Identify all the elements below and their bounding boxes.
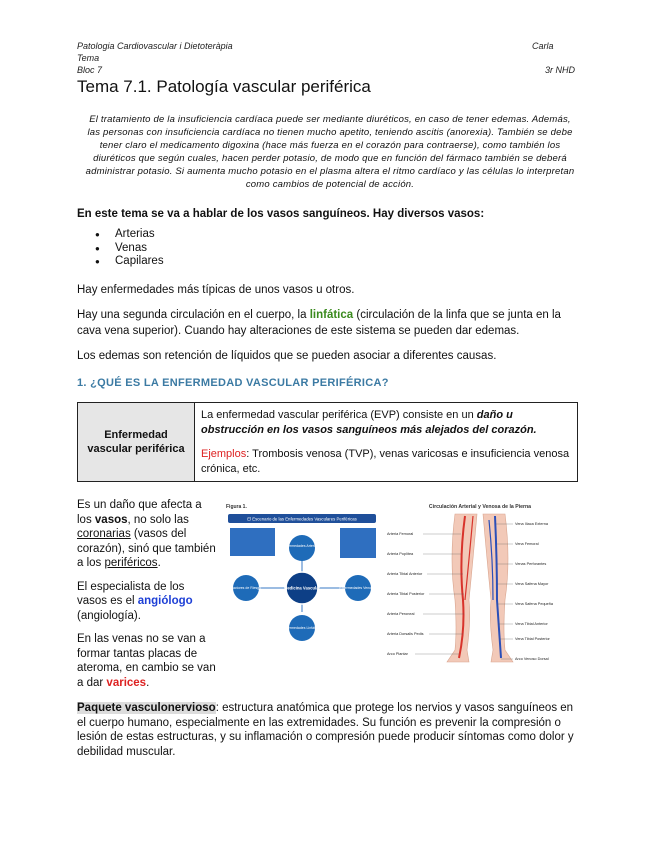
page-title: Tema 7.1. Patología vascular periférica: [77, 77, 371, 96]
paquete-term: Paquete vasculonervioso: [77, 702, 216, 714]
lymphatic-term: linfática: [309, 309, 354, 321]
figure1-label: Figura 1.: [226, 504, 247, 510]
header-author: Carla: [532, 41, 554, 51]
node-venous-label: Enfermedades Venosas: [339, 586, 377, 590]
artery-label: Arteria Femoral: [387, 532, 414, 536]
vein-label: Arco Venoso Dorsal: [515, 657, 549, 661]
text: .: [146, 676, 150, 689]
node-center-label: Medicina Vascular: [283, 585, 321, 591]
figure1-box: [340, 528, 376, 558]
p2-after: (circulación de la linfa que se junta en la cava vena superior). Cuando hay alteraciones de este sistema se pueden dar edemas.: [77, 309, 561, 337]
list-item: ● Arterias: [95, 228, 164, 242]
artery-label: Arteria Poplítea: [387, 552, 414, 556]
perifericos-term: periféricos: [104, 557, 158, 569]
list-item: ● Venas: [95, 242, 164, 256]
text: .: [157, 557, 161, 569]
leg-silhouette-right: [483, 514, 513, 662]
figure2-title: Circulación Arterial y Venosa de la Pierna: [428, 504, 532, 510]
paragraph-2: [77, 307, 577, 339]
vein-label: Vena Safena Mayor: [515, 582, 549, 586]
left-para-1: [77, 498, 217, 571]
text: , no solo las: [127, 513, 189, 526]
intro-paragraph: El tratamiento de la insuficiencia cardíaca puede ser mediante diuréticos, en caso de tener edemas. Además, las personas con insuficiencia cardíaca no tienen mucho apetito, teniendo ascitis (anorexia). También se debe tener claro el medicamento digoxina (hace más fuerza en el corazón para contraerse), como también los diuréticos que según cuales, hacen perder potasio, de modo que en función del fármaco también se deberá administrar potasio. Si aumenta mucho potasio en el plasma altera el ritmo cardíaco y las células lo interpretan como cambios de potencial de acción.: [85, 114, 575, 190]
left-para-3: [77, 632, 217, 690]
lead-paragraph: En este tema se va a hablar de los vasos sanguíneos. Hay diversos vasos:: [77, 208, 485, 220]
vasos-term: vasos: [94, 513, 128, 526]
p2-before: Hay una segunda circulación en el cuerpo, la: [77, 309, 310, 321]
artery-label: Arteria Dorsalis Pedis: [387, 632, 424, 636]
definition-text: La enfermedad vascular periférica (EVP) consiste en un: [201, 409, 477, 421]
node-lymphatic-label: Enfermedades Linfáticas: [282, 626, 322, 630]
header-course: Patologia Cardiovascular i Dietoteràpia: [77, 41, 233, 51]
coronarias-term: coronarias: [77, 528, 131, 540]
definition-emphasis: daño u obstrucción en los vasos sanguíneos más alejados del corazón.: [201, 409, 537, 436]
left-column: [77, 498, 217, 699]
vein-label: Vena Safena Pequeña: [515, 602, 554, 606]
figure1-box: [230, 528, 275, 556]
node-arterial-label: Enfermedades Arteriales: [282, 544, 322, 548]
bottom-paragraph: [77, 701, 577, 759]
examples-text: : Trombosis venosa (TVP), venas varicosas e insuficiencia venosa crónica, etc.: [201, 448, 570, 475]
vascular-disease-diagram: [222, 500, 382, 650]
artery-label: Arteria Peroneal: [387, 612, 415, 616]
header-grade: 3r NHD: [545, 65, 576, 75]
node-arterial: [289, 535, 315, 561]
vessel-list: [95, 228, 164, 269]
paquete-text: : estructura anatómica que protege los nervios y vasos sanguíneos en el cuerpo humano, especialmente en las extremidades. Su función es prevenir la compresión o lesión de estas estructuras, y su inflamación o compresión puede producir síntomas como dolor y debilidad muscular.: [77, 702, 574, 758]
definition-description: [195, 403, 578, 482]
paragraph-3: Los edemas son retención de líquidos que se pueden asociar a diferentes causas.: [77, 350, 497, 362]
text: (angiología).: [77, 609, 141, 622]
text: (vasos del corazón), sinó que también a los: [77, 528, 216, 569]
vein-label: Vena Ilíaca Externa: [515, 522, 548, 526]
vein-label: Vena Tibial Posterior: [515, 637, 550, 641]
vein-label: Vena Femoral: [515, 542, 539, 546]
vein-label: Venas Perforantes: [515, 562, 547, 566]
header-topic: Tema: [77, 53, 100, 63]
text: En las venas no se van a formar tantas placas de ateroma, en cambio se van a dar: [77, 633, 216, 689]
paragraph-1: Hay enfermedades más típicas de unos vasos u otros.: [77, 284, 355, 296]
list-item: ● Capilares: [95, 255, 164, 269]
angiologo-term: angiólogo: [137, 595, 193, 607]
definition-term: Enfermedad vascular periférica: [78, 403, 195, 482]
text: El especialista de los vasos es el: [77, 580, 185, 607]
left-para-2: [77, 580, 217, 624]
header-bloc: Bloc 7: [77, 65, 103, 75]
definition-table: [77, 402, 578, 482]
artery-label: Arteria Tibial Anterior: [387, 572, 423, 576]
text: Es un daño que afecta a los: [77, 499, 202, 526]
leg-circulation-diagram: [385, 500, 575, 670]
examples-label: Ejemplos: [201, 448, 247, 460]
artery-label: Arteria Tibial Posterior: [387, 592, 425, 596]
artery-label: Arco Plantar: [387, 652, 408, 656]
node-risk-label: Factores de Riesgo: [230, 586, 262, 590]
section-heading: 1. ¿QUÉ ES LA ENFERMEDAD VASCULAR PERIFÉRICA?: [77, 377, 389, 389]
vein-label: Vena Tibial Anterior: [515, 622, 548, 626]
figure1-banner: El Escenario de las Enfermedades Vasculares Periféricas: [247, 516, 357, 522]
varices-term: varices: [106, 676, 147, 689]
